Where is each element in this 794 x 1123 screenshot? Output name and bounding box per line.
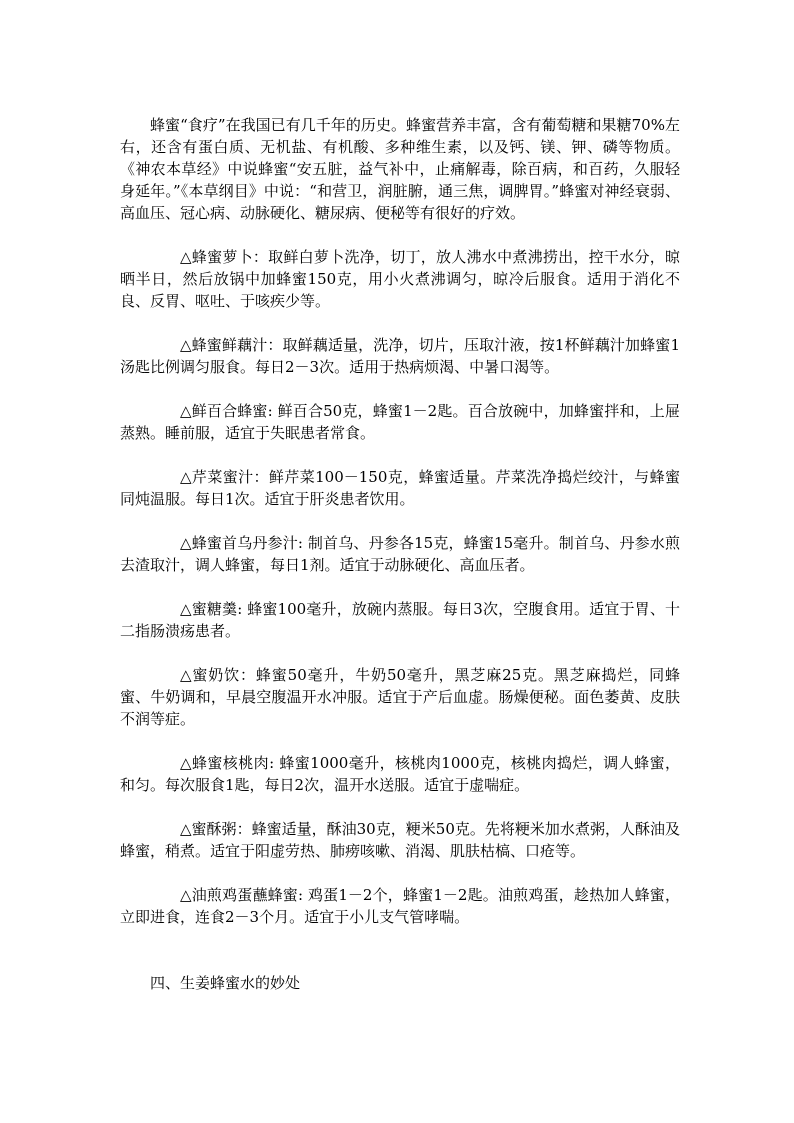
recipe-honey-butter-porridge: △蜜酥粥：蜂蜜适量，酥油30克，粳米50克。先将粳米加水煮粥，人酥油及蜂蜜，稍煮。适宜于阳虚劳热、肺痨咳嗽、消渴、肌肤枯槁、口疮等。	[120, 820, 680, 860]
intro-paragraph: 蜂蜜“食疗”在我国已有几千年的历史。蜂蜜营养丰富，含有葡萄糖和果糖70%左右，还含有蛋白质、无机盐、有机酸、多种维生素，以及钙、镁、钾、磷等物质。《神农本草经》中说蜂蜜“安五脏，益气补中，止痛解毒，除百病，和百药，久服轻身延年。”《本草纲目》中说：“和营卫，润脏腑，通三焦，调脾胃。”蜂蜜对神经衰弱、高血压、冠心病、动脉硬化、糖尿病、便秘等有很好的疗效。	[120, 116, 680, 222]
document-page	[120, 114, 680, 994]
recipe-honey-radish: △蜂蜜萝卜：取鲜白萝卜洗净，切丁，放人沸水中煮沸捞出，控干水分，晾晒半日，然后放锅中加蜂蜜150克，用小火煮沸调匀，晾冷后服食。适用于消化不良、反胃、呕吐、于咳疾少等。	[120, 248, 680, 310]
recipe-celery-honey-juice: △芹菜蜜汁：鲜芹菜100－150克，蜂蜜适量。芹菜洗净捣烂绞汁，与蜂蜜同炖温服。每日1次。适宜于肝炎患者饮用。	[120, 468, 680, 508]
recipe-honey-walnut: △蜂蜜核桃肉: 蜂蜜1000毫升，核桃肉1000克，核桃肉捣烂，调人蜂蜜，和匀。每次服食1匙，每日2次，温开水送服。适宜于虚喘症。	[120, 754, 680, 794]
recipe-honey-milk-drink: △蜜奶饮：蜂蜜50毫升，牛奶50毫升，黑芝麻25克。黑芝麻捣烂，同蜂蜜、牛奶调和，早晨空腹温开水冲服。适宜于产后血虚。肠燥便秘。面色萎黄、皮肤不润等症。	[120, 666, 680, 728]
recipe-honey-shouwu-danshen: △蜂蜜首乌丹参汁: 制首乌、丹参各15克，蜂蜜15毫升。制首乌、丹参水煎去渣取汁，调人蜂蜜，每日1剂。适宜于动脉硬化、高血压者。	[120, 534, 680, 574]
recipe-honey-lotus-root-juice: △蜂蜜鲜藕汁：取鲜藕适量，洗净，切片，压取汁液，按1杯鲜藕汁加蜂蜜1汤匙比例调匀服食。每日2－3次。适用于热病烦渴、中暑口渴等。	[120, 336, 680, 376]
recipe-honey-soup: △蜜糖羹: 蜂蜜100毫升，放碗内蒸服。每日3次，空腹食用。适宜于胃、十二指肠溃疡患者。	[120, 600, 680, 640]
recipe-fried-egg-honey: △油煎鸡蛋蘸蜂蜜: 鸡蛋1－2个，蜂蜜1－2匙。油煎鸡蛋，趁热加人蜂蜜，立即进食，连食2－3个月。适宜于小儿支气管哮喘。	[120, 886, 680, 926]
recipe-lily-honey: △鲜百合蜂蜜: 鲜百合50克，蜂蜜1－2匙。百合放碗中，加蜂蜜拌和，上屉蒸熟。睡前服，适宜于失眠患者常食。	[120, 402, 680, 442]
section-heading: 四、生姜蜂蜜水的妙处	[150, 974, 301, 992]
